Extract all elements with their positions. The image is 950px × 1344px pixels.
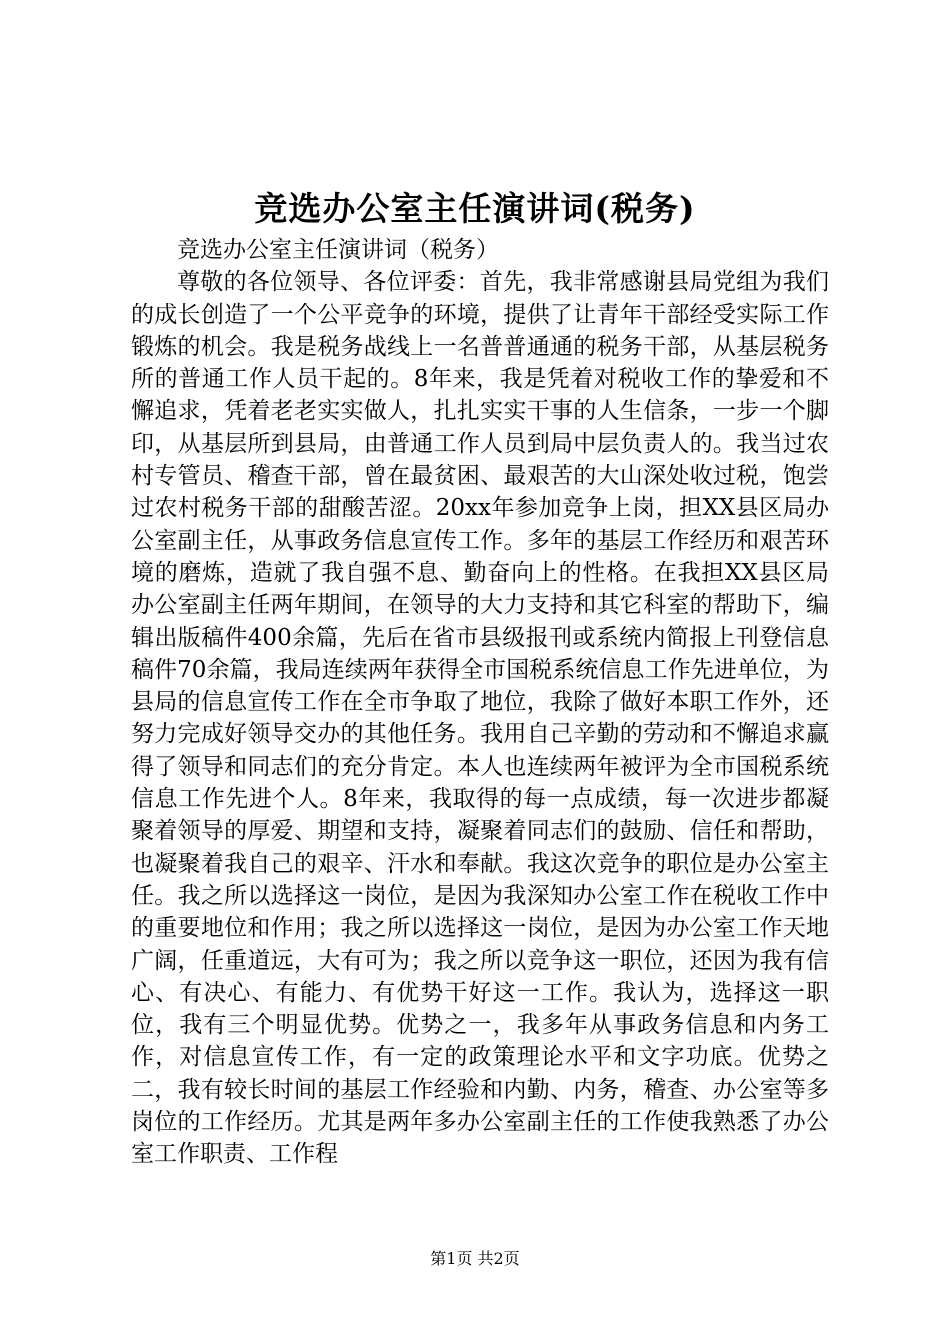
document-body — [131, 234, 829, 1171]
document-title: 竞选办公室主任演讲词(税务) — [254, 189, 696, 228]
page-number-footer: 第1页 共2页 — [430, 1249, 520, 1268]
document-subtitle: 竞选办公室主任演讲词（税务） — [177, 237, 499, 263]
body-paragraph: 尊敬的各位领导、各位评委：首先，我非常感谢县局党组为我们的成长创造了一个公平竞争的环境，提供了让青年干部经受实际工作锻炼的机会。我是税务战线上一名普普通通的税务干部，从基层税务所的普通工作人员干起的。8年来，我是凭着对税收工作的挚爱和不懈追求，凭着老老实实做人，扎扎实实干事的人生信条，一步一个脚印，从基层所到县局，由普通工作人员到局中层负责人的。我当过农村专管员、稽查干部，曾在最贫困、最艰苦的大山深处收过税，饱尝过农村税务干部的甜酸苦涩。20xx年参加竞争上岗，担XX县区局办公室副主任，从事政务信息宣传工作。多年的基层工作经历和艰苦环境的磨炼，造就了我自强不息、勤奋向上的性格。在我担XX县区局办公室副主任两年期间，在领导的大力支持和其它科室的帮助下，编辑出版稿件400余篇，先后在省市县级报刊或系统内简报上刊登信息稿件70余篇，我局连续两年获得全市国税系统信息工作先进单位，为县局的信息宣传工作在全市争取了地位，我除了做好本职工作外，还努力完成好领导交办的其他任务。我用自己辛勤的劳动和不懈追求赢得了领导和同志们的充分肯定。本人也连续两年被评为全市国税系统信息工作先进个人。8年来，我取得的每一点成绩，每一次进步都凝聚着领导的厚爱、期望和支持，凝聚着同志们的鼓励、信任和帮助，也凝聚着我自己的艰辛、汗水和奉献。我这次竞争的职位是办公室主任。我之所以选择这一岗位，是因为我深知办公室工作在税收工作中的重要地位和作用；我之所以选择这一岗位，是因为办公室工作天地广阔，任重道远，大有可为；我之所以竞争这一职位，还因为我有信心、有决心、有能力、有优势干好这一工作。我认为，选择这一职位，我有三个明显优势。优势之一，我多年从事政务信息和内务工作，对信息宣传工作，有一定的政策理论水平和文字功底。优势之二，我有较长时间的基层工作经验和内勤、内务，稽查、办公室等多岗位的工作经历。尤其是两年多办公室副主任的工作使我熟悉了办公室工作职责、工作程 — [131, 269, 829, 1168]
